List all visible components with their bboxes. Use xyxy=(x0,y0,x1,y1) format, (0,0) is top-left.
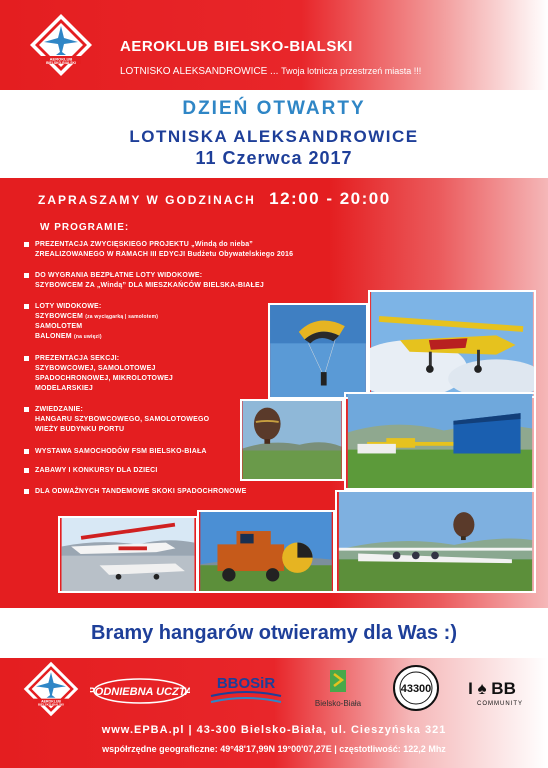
program-item-line: ZREALIZOWANEGO W RAMACH III EDYCJI Budżetu Obywatelskiego 2016 xyxy=(35,251,294,258)
program-item-line: ZABAWY I KONKURSY DLA DZIECI xyxy=(35,467,158,474)
program-heading: W PROGRAMIE: xyxy=(40,222,130,233)
sponsor-4-text: 43300 xyxy=(400,683,432,695)
sponsor-bielsko-biala xyxy=(308,666,368,716)
program-item-line: ZWIEDZANIE: xyxy=(35,406,84,413)
program-item-line: WYSTAWA SAMOCHODÓW FSM BIELSKO-BIAŁA xyxy=(35,448,207,455)
bielsko-biala-logo xyxy=(308,666,368,716)
sponsor-i-love-bb xyxy=(452,674,532,710)
photo-hangar xyxy=(344,392,536,490)
header-tagline: Twoja lotnicza przestrzeń miasta !!! xyxy=(281,66,422,76)
program-item-note: (na uwięzi) xyxy=(73,334,102,340)
program-item-line: SPADOCHRONOWEJ, MIKROLOTOWEJ xyxy=(35,375,173,382)
bullet-icon xyxy=(24,304,29,309)
title-line-2: LOTNISKA ALEKSANDROWICE xyxy=(129,127,419,146)
program-item-line: BALONEM xyxy=(35,333,72,340)
title-line-1: DZIEŃ OTWARTY xyxy=(182,98,366,119)
program-item-line: DO WYGRANIA BEZPŁATNE LOTY WIDOKOWE: xyxy=(35,272,203,279)
photo-cessna xyxy=(58,516,198,593)
sponsor-43300-logo xyxy=(392,664,440,712)
bullet-icon xyxy=(24,273,29,278)
header-subtitle xyxy=(120,66,421,77)
footer-coordinates: współrzędne geograficzne: 49°48'17,99N 19°00'07,27E | częstotliwość: 122,2 Mhz xyxy=(102,744,446,754)
program-item-line: SZYBOWCEM ZA „Windą” DLA MIESZKAŃCÓW BIELSKA-BIAŁEJ xyxy=(35,282,264,289)
aeroklub-logo-footer xyxy=(22,660,80,718)
i-love-bb-logo xyxy=(452,674,532,710)
podniebna-uczta-logo xyxy=(90,676,190,706)
sponsor-2-text: BBOSiR xyxy=(216,675,276,692)
bullet-icon xyxy=(24,489,29,494)
bullet-icon xyxy=(24,407,29,412)
program-item-line: LOTY WIDOKOWE: xyxy=(35,303,102,310)
photo-yellow-plane xyxy=(368,290,536,398)
logo-text-1: AEROKLUB xyxy=(49,56,73,62)
footer-address: www.EPBA.pl | 43-300 Bielsko-Biała, ul. Cieszyńska 321 xyxy=(101,724,447,736)
slogan-text: Bramy hangarów otwieramy dla Was :) xyxy=(90,622,457,644)
aeroklub-logo xyxy=(28,12,94,78)
invite-line xyxy=(38,189,391,209)
photo-parachute xyxy=(268,303,368,399)
program-item-line: SZYBOWCOWEJ, SAMOLOTOWEJ xyxy=(35,365,156,372)
program-item-line: WIEŻY BUDYNKU PORTU xyxy=(35,426,125,433)
bullet-icon xyxy=(24,468,29,473)
invite-hours: 12:00 - 20:00 xyxy=(269,189,391,208)
program-item-line: SZYBOWCEM xyxy=(35,313,84,320)
sponsor-1-text: PODNIEBNA UCZTA xyxy=(90,686,190,698)
program-item-line: MODELARSKIEJ xyxy=(35,385,94,392)
title-band xyxy=(0,90,548,178)
title-line-3: 11 Czerwca 2017 xyxy=(195,148,353,168)
invite-label: ZAPRASZAMY W GODZINACH xyxy=(38,193,256,207)
program-item-line: HANGARU SZYBOWCOWEGO, SAMOLOTOWEGO xyxy=(35,416,210,423)
bbosir-logo xyxy=(196,670,296,710)
program-item-line: PREZENTACJA ZWYCIĘSKIEGO PROJEKTU „Windą do nieba” xyxy=(35,241,254,248)
logo-text-2: BIELSKO-BIALSKI xyxy=(37,702,65,707)
sponsor-43300 xyxy=(392,664,440,712)
bullet-icon xyxy=(24,356,29,361)
logo-text-2: BIELSKO-BIALSKI xyxy=(46,61,76,65)
photo-balloon xyxy=(240,399,344,481)
header-title: AEROKLUB BIELSKO-BIALSKI xyxy=(120,38,353,55)
sponsor-3-text: Bielsko-Biała xyxy=(314,699,362,708)
sponsor-5-text: I ♠ BB xyxy=(468,679,516,698)
header-band xyxy=(0,0,548,90)
bullet-icon xyxy=(24,449,29,454)
photo-truck xyxy=(197,510,335,593)
photo-gliders xyxy=(335,490,536,593)
program-item-line: SAMOLOTEM xyxy=(35,323,83,330)
sponsor-bbosir xyxy=(196,670,296,710)
program-item-note: (za wyciągarką | samolotem) xyxy=(85,314,159,320)
header-subtitle-text: LOTNISKO ALEKSANDROWICE ... xyxy=(120,66,279,77)
program-item-line: DLA ODWAŻNYCH TANDEMOWE SKOKI SPADOCHRONOWE xyxy=(35,488,247,495)
logo-text-1: AEROKLUB xyxy=(41,699,61,704)
program-item-line: PREZENTACJA SEKCJI: xyxy=(35,355,120,362)
bullet-icon xyxy=(24,242,29,247)
sponsor-podniebna-uczta xyxy=(90,676,190,706)
sponsor-5-sub: COMMUNITY xyxy=(477,701,523,707)
